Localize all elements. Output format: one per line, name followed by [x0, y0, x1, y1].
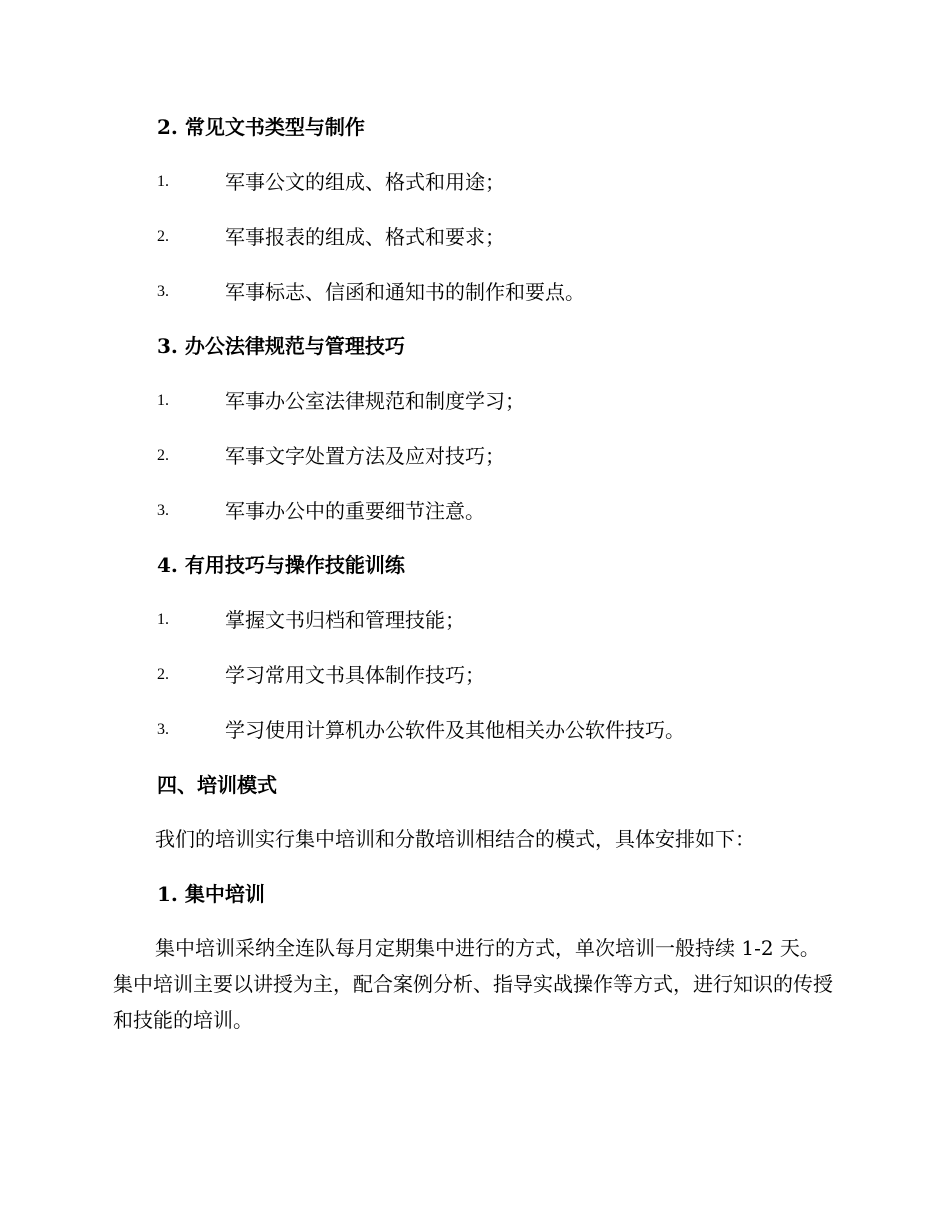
list-text: 学习常用文书具体制作技巧； [225, 663, 485, 687]
list-text: 军事文字处置方法及应对技巧； [225, 444, 505, 468]
chapter-heading: 四、培训模式 [157, 773, 277, 797]
list-text: 军事公文的组成、格式和用途； [225, 170, 505, 194]
list-number: 2. [157, 447, 169, 464]
list-number: 2. [157, 228, 169, 245]
section-heading: 4. 有用技巧与操作技能训练 [157, 553, 405, 577]
list-text: 军事报表的组成、格式和要求； [225, 225, 505, 249]
body-paragraph: 集中培训采纳全连队每月定期集中进行的方式，单次培训一般持续 1-2 天。集中培训主要以讲授为主，配合案例分析、指导实战操作等方式，进行知识的传授和技能的培训。 [113, 936, 833, 1032]
intro-paragraph: 我们的培训实行集中培训和分散培训相结合的模式，具体安排如下： [155, 827, 755, 851]
list-number: 1. [157, 392, 169, 409]
list-text: 军事标志、信函和通知书的制作和要点。 [225, 280, 585, 304]
list-number: 3. [157, 502, 169, 519]
list-text: 掌握文书归档和管理技能； [225, 608, 465, 632]
list-number: 2. [157, 666, 169, 683]
list-text: 军事办公室法律规范和制度学习； [225, 389, 525, 413]
list-number: 3. [157, 721, 169, 738]
list-text: 军事办公中的重要细节注意。 [225, 499, 485, 523]
section-heading: 3. 办公法律规范与管理技巧 [157, 334, 405, 358]
subsection-heading: 1. 集中培训 [157, 882, 265, 906]
list-number: 1. [157, 611, 169, 628]
list-text: 学习使用计算机办公软件及其他相关办公软件技巧。 [225, 718, 685, 742]
list-number: 3. [157, 283, 169, 300]
list-number: 1. [157, 173, 169, 190]
section-heading: 2. 常见文书类型与制作 [157, 115, 365, 139]
